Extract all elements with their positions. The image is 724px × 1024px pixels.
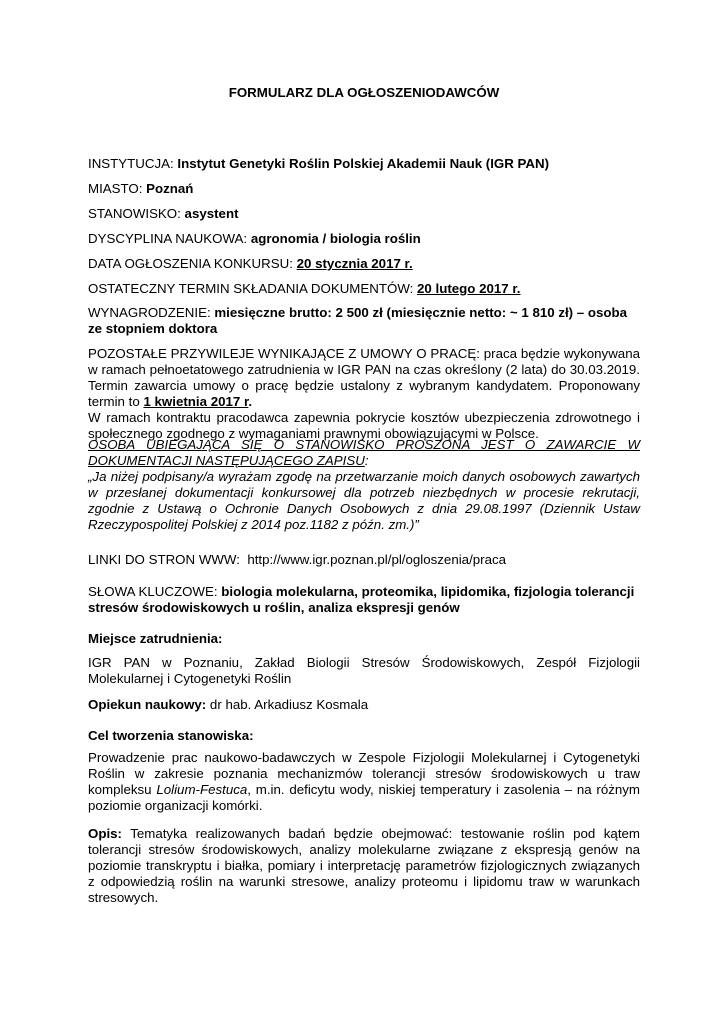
salary-label: WYNAGRODZENIE:	[88, 305, 211, 320]
privileges-section	[88, 346, 640, 442]
keywords-line	[88, 584, 640, 616]
position-line	[88, 206, 640, 222]
position-value: asystent	[184, 206, 239, 221]
privileges-paragraph	[88, 346, 640, 410]
goal-heading: Cel tworzenia stanowiska:	[88, 728, 254, 743]
insurance-paragraph: W ramach kontraktu pracodawca zapewnia pokrycie kosztów ubezpieczenia zdrowotnego i społecznego zgodnego z wymaganiami prawnymi obowiązującymi w Polsce.	[88, 410, 640, 441]
institution-line	[88, 156, 640, 172]
links-line	[88, 552, 640, 568]
description-paragraph	[88, 826, 640, 906]
keywords-value: biologia molekularna, proteomika, lipidomika, fizjologia tolerancji stresów środowiskowych u roślin, analiza ekspresji genów	[88, 584, 635, 615]
description-label: Opis:	[88, 826, 122, 841]
goal-text-part2: , m.in. deficytu wody, niskiej temperatury i zasolenia – na różnym poziomie organizacji komórki.	[88, 782, 640, 813]
discipline-value: agronomia / biologia roślin	[250, 231, 421, 246]
consent-colon: :	[364, 453, 369, 468]
page-title: FORMULARZ DLA OGŁOSZENIODAWCÓW	[228, 85, 500, 100]
consent-clause: „Ja niżej podpisany/a wyrażam zgodę na przetwarzanie moich danych osobowych zawartych w przesłanej dokumentacji konkursowej dla potrzeb niezbędnych w procesie rekrutacji, zgodnie z Ustawą o Ochronie Danych Osobowych z dnia 29.08.1997 (Dziennik Ustaw Rzeczypospolitej Polskiej z 2014 poz.1182 z późn. zm.)”	[88, 469, 640, 532]
announcement-date-line	[88, 256, 640, 272]
keywords-label: SŁOWA KLUCZOWE:	[88, 584, 218, 599]
consent-section	[88, 437, 640, 533]
links-label: LINKI DO STRON WWW:	[88, 552, 240, 567]
institution-value: Instytut Genetyki Roślin Polskiej Akademii Nauk (IGR PAN)	[177, 156, 550, 171]
city-value: Poznań	[146, 181, 194, 196]
consent-heading: OSOBA UBIEGAJĄCA SIĘ O STANOWISKO PROSZONA JEST O ZAWARCIE W DOKUMENTACJI NASTĘPUJĄCEGO ZAPISU	[88, 437, 640, 468]
city-line	[88, 181, 640, 197]
workplace-text: IGR PAN w Poznaniu, Zakład Biologii Stresów Środowiskowych, Zespół Fizjologii Molekularnej i Cytogenetyki Roślin	[88, 655, 640, 686]
goal-species: Lolium-Festuca	[156, 782, 248, 797]
discipline-label: DYSCYPLINA NAUKOWA:	[88, 231, 248, 246]
supervisor-line	[88, 697, 640, 713]
position-label: STANOWISKO:	[88, 206, 181, 221]
supervisor-value: dr hab. Arkadiusz Kosmala	[209, 697, 369, 712]
start-date-period: .	[248, 394, 253, 409]
supervisor-label: Opiekun naukowy:	[88, 697, 207, 712]
deadline-value: 20 lutego 2017 r.	[417, 281, 521, 296]
links-url[interactable]: http://www.igr.poznan.pl/pl/ogloszenia/praca	[247, 552, 507, 567]
institution-label: INSTYTUCJA:	[88, 156, 174, 171]
announcement-date-value: 20 stycznia 2017 r.	[296, 256, 413, 271]
privileges-text: POZOSTAŁE PRZYWILEJE WYNIKAJĄCE Z UMOWY O PRACĘ: praca będzie wykonywana w ramach pełnoetatowego zatrudnienia w IGR PAN na czas określony (2 lata) do 30.03.2019. Termin zawarcia umowy o pracę będzie ustalony z wybranym kandydatem. Proponowany termin to	[88, 346, 640, 409]
start-date: 1 kwietnia 2017 r	[143, 394, 249, 409]
city-label: MIASTO:	[88, 181, 143, 196]
deadline-label: OSTATECZNY TERMIN SKŁADANIA DOKUMENTÓW:	[88, 281, 414, 296]
announcement-date-label: DATA OGŁOSZENIA KONKURSU:	[88, 256, 293, 271]
salary-line	[88, 305, 640, 337]
salary-value: miesięczne brutto: 2 500 zł (miesięcznie netto: ~ 1 810 zł) – osoba ze stopniem doktora	[88, 305, 628, 336]
workplace-heading: Miejsce zatrudnienia:	[88, 631, 223, 646]
deadline-line	[88, 281, 640, 297]
discipline-line	[88, 231, 640, 247]
goal-text-part1: Prowadzenie prac naukowo-badawczych w Zespole Fizjologii Molekularnej i Cytogenetyki Roślin w zakresie poznania mechanizmów tolerancji stresów środowiskowych u traw kompleksu	[88, 750, 640, 797]
description-text: Tematyka realizowanych badań będzie obejmować: testowanie roślin pod kątem tolerancji stresów środowiskowych, analizy molekularne związane z ekspresją genów na poziomie transkryptu i białka, pomiary i interpretację parametrów fizjologicznych związanych z odpowiedzią roślin na warunki stresowe, analizy proteomu i lipidomu traw w warunkach stresowych.	[88, 826, 640, 905]
goal-text	[88, 750, 640, 814]
consent-heading-line	[88, 437, 640, 469]
